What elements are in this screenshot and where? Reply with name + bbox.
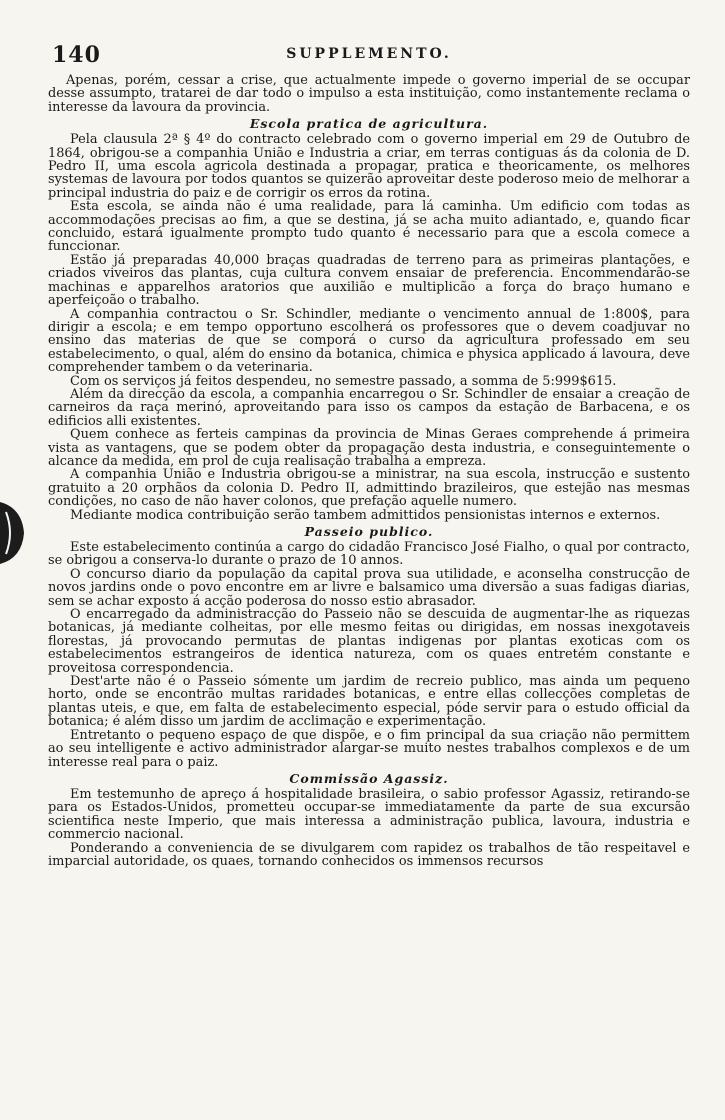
paragraph: Ponderando a conveniencia de se divulgarem com rapidez os trabalhos de tão respeitavel e imparcial autoridade, os quaes, tornando conhecidos os immensos recursos xyxy=(48,840,690,869)
section-commissao-agassiz xyxy=(48,771,690,868)
paragraph: Em testemunho de apreço á hospitalidade brasileira, o sabio professor Agassiz, retirando-se para os Estados-Unidos, prometteu occupar-se immediatamente da parte de sua excursão scientifica neste Imperio, que mais interessa a administração publica, lavoura, industria e commercio nacional. xyxy=(48,786,690,843)
page xyxy=(48,42,690,868)
page-number: 140 xyxy=(52,42,101,68)
section-heading: Commissão Agassiz. xyxy=(289,770,449,786)
paragraph: Entretanto o pequeno espaço de que dispõe, e o fim principal da sua criação não permittem ao seu intelligente e activo administrador alargar-se muito nestes trabalhos complexos e de um interesse real para o paiz. xyxy=(48,727,690,770)
paragraph: A companhia União e Industria obrigou-se a ministrar, na sua escola, instrucção e sustento gratuito a 20 orphãos da colonia D. Pedro II, admittindo brazileiros, que estejão nas mesmas condições, no caso de não haver colonos, que prefação aquelle numero. xyxy=(48,467,690,510)
section-escola-pratica xyxy=(48,116,690,522)
paragraph: Este estabelecimento continúa a cargo do cidadão Francisco José Fialho, o qual por contracto, se obrigou a conserva-lo durante o prazo de 10 annos. xyxy=(48,540,690,569)
paragraph: Quem conhece as ferteis campinas da provincia de Minas Geraes comprehende á primeira vista as vantagens, que se podem obter da propagação desta industria, e conseguintemente o alcance da medida, em prol de cuja realisação trabalha a empreza. xyxy=(48,427,690,469)
paragraph: Além da direcção da escola, a companhia encarregou o Sr. Schindler de ensaiar a creação de carneiros da raça merinó, aproveitando para isso os campos da estação de Barbacena, e os edificios alli existentes. xyxy=(48,386,690,429)
section-heading: Passeio publico. xyxy=(304,524,434,539)
page-header xyxy=(48,42,690,68)
paragraph: Apenas, porém, cessar a crise, que actualmente impede o governo imperial de se occupar desse assumpto, tratarei de dar todo o impulso a esta instituição, como instantemente reclama o interesse da lavoura da provincia. xyxy=(48,73,690,115)
paragraph: O encarregado da administracção do Passeio não se descuida de augmentar-lhe as riquezas botanicas, já mediante colheitas, por elle mesmo feitas ou dirigidas, em nossas inexgotaveis florestas, já provocando permutas de plantas indigenas por plantas exoticas com os estabelecimentos estrangeiros de identica natureza, com os quaes entretém constante e proveitosa correspondencia. xyxy=(48,607,690,676)
paragraph: O concurso diario da população da capital prova sua utilidade, e aconselha construcção de novos jardins onde o povo encontre em ar livre e balsamico uma diversão a suas fadigas diarias, sem se achar exposto á acção poderosa do nosso estio abrasador. xyxy=(48,566,690,609)
section-heading: Escola pratica de agricultura. xyxy=(249,116,489,132)
paragraph: Com os serviços já feitos despendeu, no semestre passado, a somma de 5:999$615. xyxy=(70,373,617,389)
binding-shadow-mark xyxy=(0,498,28,568)
paragraph: Estão já preparadas 40,000 braças quadradas de terreno para as primeiras plantações, e criados viveiros das plantas, cuja cultura convem ensaiar de preferencia. Encommendarão-se machinas e apparelhos aratorios que auxilião e multiplicão a força do braço humano e aperfeiçoão o trabalho. xyxy=(48,252,690,309)
paragraph: Mediante modica contribuição serão tambem admittidos pensionistas internos e externos. xyxy=(70,507,661,523)
paragraph: Dest'arte não é o Passeio sómente um jardim de recreio publico, mas ainda um pequeno horto, onde se encontrão multas raridades botanicas, e entre ellas collecções completas de plantas uteis, e que, em falta de estabelecimento especial, póde servir para o estudo official da botanica; é além disso um jardim de acclimação e experimentação. xyxy=(48,674,690,730)
running-head: SUPPLEMENTO. xyxy=(286,46,452,62)
section-intro xyxy=(48,74,690,114)
paragraph: Esta escola, se ainda não é uma realidade, para lá caminha. Um edificio com todas as accommodações precisas ao fim, a que se destina, já se acha muito adiantado, e, quando ficar concluido, estará igualmente prompto tudo quanto é necessario para que a escola comece a funccionar. xyxy=(48,199,690,255)
paragraph: A companhia contractou o Sr. Schindler, mediante o vencimento annual de 1:800$, para dirigir a escola; e em tempo opportuno escolherá os professores que o devem coadjuvar no ensino das materias de que se comporá o curso da agricultura professado em seu estabelecimento, o qual, além do ensino da botanica, chimica e physica applicado á lavoura, deve comprehender tambem o da veterinaria. xyxy=(48,306,690,376)
paragraph: Pela clausula 2ª § 4º do contracto celebrado com o governo imperial em 29 de Outubro de 1864, obrigou-se a companhia União e Industria a criar, em terras contiguas ás da colonia de D. Pedro II, uma escola agricola destinada a propagar, pratica e theoricamente, os melhores systemas de lavoura por todos quantos se quizerão aproveitar deste poderoso meio de melhorar a principal industria do paiz e de corrigir os erros da rotina. xyxy=(48,132,690,201)
section-passeio-publico xyxy=(48,524,690,769)
